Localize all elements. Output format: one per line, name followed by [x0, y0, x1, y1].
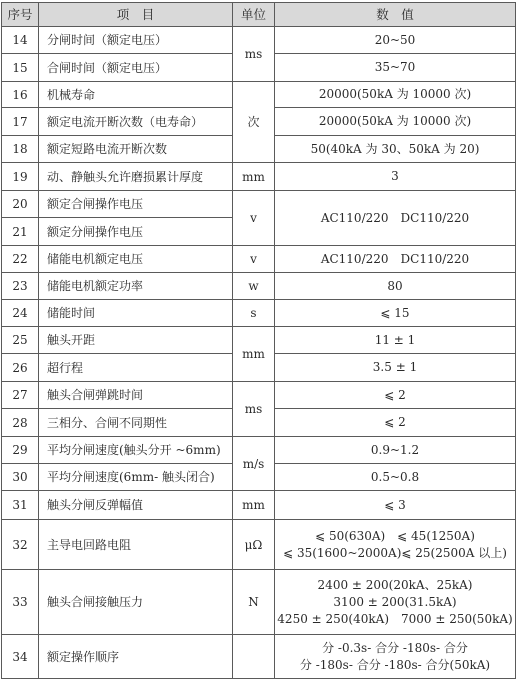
- row-number: 22: [2, 246, 39, 273]
- row-value: ⩽ 2: [275, 382, 516, 409]
- spec-table: [1, 2, 516, 679]
- row-unit: ms: [233, 382, 275, 437]
- row-item: 平均分闸速度(触头分开 ~6mm): [39, 437, 233, 464]
- row-value: AC110/220 DC110/220: [275, 246, 516, 273]
- row-number: 34: [2, 635, 39, 679]
- row-item: 额定短路电流开断次数: [39, 136, 233, 163]
- row-item: 额定电流开断次数（电寿命）: [39, 108, 233, 136]
- row-value: 3: [275, 163, 516, 191]
- row-number: 33: [2, 570, 39, 635]
- row-number: 16: [2, 82, 39, 108]
- row-item: 三相分、合闸不同期性: [39, 409, 233, 437]
- row-value: 20~50: [275, 27, 516, 54]
- table-row: [2, 246, 516, 273]
- row-number: 23: [2, 273, 39, 300]
- row-number: 17: [2, 108, 39, 136]
- row-number: 28: [2, 409, 39, 437]
- row-item: 合闸时间（额定电压）: [39, 54, 233, 82]
- row-unit: v: [233, 191, 275, 246]
- row-unit: N: [233, 570, 275, 635]
- header-unit: 单位: [233, 3, 275, 27]
- header-no: 序号: [2, 3, 39, 27]
- row-item: 主导电回路电阻: [39, 520, 233, 570]
- table-row: [2, 520, 516, 570]
- row-number: 30: [2, 464, 39, 491]
- row-number: 14: [2, 27, 39, 54]
- row-unit: mm: [233, 491, 275, 520]
- header-value: 数 值: [275, 3, 516, 27]
- row-unit: mm: [233, 327, 275, 382]
- row-item: 触头开距: [39, 327, 233, 354]
- row-value: 0.5~0.8: [275, 464, 516, 491]
- table-row: [2, 327, 516, 354]
- row-unit: [233, 635, 275, 679]
- row-item: 触头合闸接触压力: [39, 570, 233, 635]
- row-unit: ms: [233, 27, 275, 82]
- table-row: [2, 27, 516, 54]
- row-item: 触头合闸弹跳时间: [39, 382, 233, 409]
- row-item: 分闸时间（额定电压）: [39, 27, 233, 54]
- table-row: [2, 635, 516, 679]
- row-value: 11 ± 1: [275, 327, 516, 354]
- row-item: 平均分闸速度(6mm- 触头闭合): [39, 464, 233, 491]
- row-item: 储能电机额定电压: [39, 246, 233, 273]
- row-number: 29: [2, 437, 39, 464]
- table-header-row: [2, 3, 516, 27]
- row-value: 2400 ± 200(20kA、25kA) 3100 ± 200(31.5kA) 4250 ± 250(40kA) 7000 ± 250(50kA): [275, 570, 516, 635]
- row-unit: μΩ: [233, 520, 275, 570]
- row-item: 触头分闸反弹幅值: [39, 491, 233, 520]
- row-item: 储能时间: [39, 300, 233, 327]
- row-value: ⩽ 15: [275, 300, 516, 327]
- row-number: 19: [2, 163, 39, 191]
- table-row: [2, 163, 516, 191]
- table-row: [2, 191, 516, 218]
- row-number: 21: [2, 218, 39, 246]
- row-item: 储能电机额定功率: [39, 273, 233, 300]
- table-row: [2, 437, 516, 464]
- row-number: 25: [2, 327, 39, 354]
- row-number: 32: [2, 520, 39, 570]
- row-unit: mm: [233, 163, 275, 191]
- table-row: [2, 273, 516, 300]
- row-unit: m/s: [233, 437, 275, 491]
- table-row: [2, 570, 516, 635]
- table-row: [2, 491, 516, 520]
- header-item: 项 目: [39, 3, 233, 27]
- row-value: 20000(50kA 为 10000 次): [275, 82, 516, 108]
- row-value: ⩽ 2: [275, 409, 516, 437]
- row-value: 80: [275, 273, 516, 300]
- row-item: 机械寿命: [39, 82, 233, 108]
- table-row: [2, 300, 516, 327]
- table-row: [2, 82, 516, 108]
- row-value: AC110/220 DC110/220: [275, 191, 516, 246]
- row-value: 20000(50kA 为 10000 次): [275, 108, 516, 136]
- row-value: ⩽ 3: [275, 491, 516, 520]
- row-value: 3.5 ± 1: [275, 354, 516, 382]
- row-unit: s: [233, 300, 275, 327]
- row-number: 24: [2, 300, 39, 327]
- row-value: 50(40kA 为 30、50kA 为 20): [275, 136, 516, 163]
- table-row: [2, 382, 516, 409]
- row-unit: w: [233, 273, 275, 300]
- row-number: 18: [2, 136, 39, 163]
- row-number: 31: [2, 491, 39, 520]
- row-unit: 次: [233, 82, 275, 163]
- row-number: 15: [2, 54, 39, 82]
- row-unit: v: [233, 246, 275, 273]
- row-item: 额定合闸操作电压: [39, 191, 233, 218]
- row-value: 35~70: [275, 54, 516, 82]
- row-value: ⩽ 50(630A) ⩽ 45(1250A) ⩽ 35(1600~2000A)⩽ 25(2500A 以上): [275, 520, 516, 570]
- row-item: 超行程: [39, 354, 233, 382]
- row-number: 20: [2, 191, 39, 218]
- row-value: 0.9~1.2: [275, 437, 516, 464]
- row-value: 分 -0.3s- 合分 -180s- 合分 分 -180s- 合分 -180s- 合分(50kA): [275, 635, 516, 679]
- row-number: 26: [2, 354, 39, 382]
- row-item: 额定分闸操作电压: [39, 218, 233, 246]
- row-item: 额定操作顺序: [39, 635, 233, 679]
- row-item: 动、静触头允许磨损累计厚度: [39, 163, 233, 191]
- row-number: 27: [2, 382, 39, 409]
